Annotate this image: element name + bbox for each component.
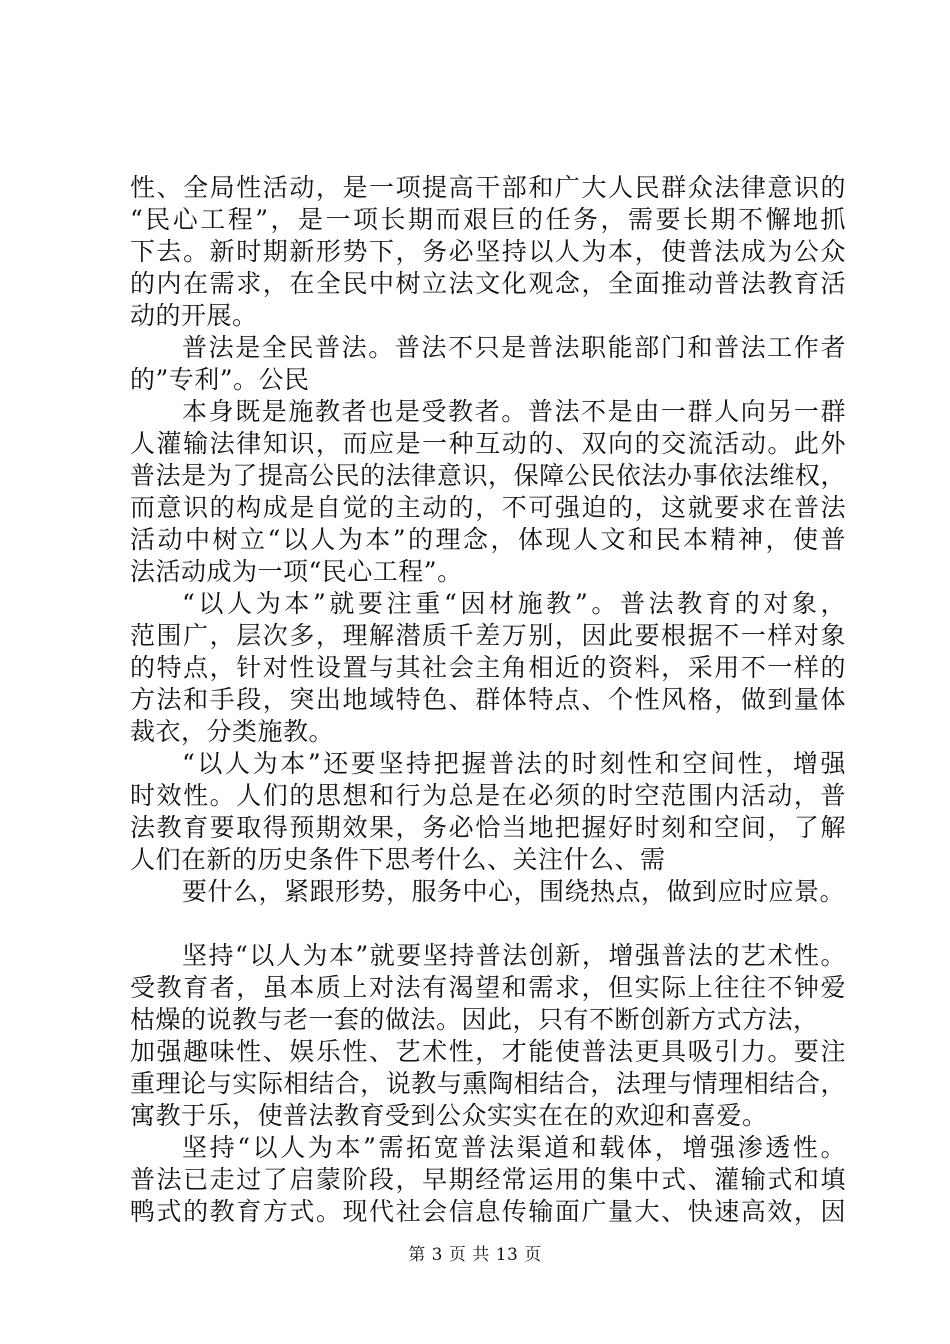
text-line: 重理论与实际相结合，说教与熏陶相结合，法理与情理相结合， — [130, 1069, 846, 1098]
text-line: 而意识的构成是自觉的主动的，不可强迫的，这就要求在普法 — [130, 493, 846, 522]
text-line: 坚持“以人为本”需拓宽普法渠道和载体，增强渗透性。 — [182, 1133, 846, 1162]
text-line: 枯燥的说教与老一套的做法。因此，只有不断创新方式方法， — [130, 1005, 819, 1034]
text-line: 活动中树立“以人为本”的理念，体现人文和民本精神，使普 — [130, 525, 846, 554]
text-line: 普法是为了提高公民的法律意识，保障公民依法办事依法维权， — [130, 461, 846, 490]
text-line: “以人为本”还要坚持把握普法的时刻性和空间性，增强 — [182, 749, 846, 778]
text-line: 寓教于乐，使普法教育受到公众实实在在的欢迎和喜爱。 — [130, 1101, 768, 1130]
page-number-footer: 第 3 页 共 13 页 — [408, 1245, 542, 1265]
text-line: 时效性。人们的思想和行为总是在必须的时空范围内活动，普 — [130, 781, 846, 810]
text-line: 下去。新时期新形势下，务必坚持以人为本，使普法成为公众 — [130, 237, 846, 266]
text-line: 法活动成为一项“民心工程”。 — [130, 557, 463, 586]
text-line: “以人为本”就要注重“因材施教”。普法教育的对象， — [182, 589, 846, 618]
text-line: 范围广，层次多，理解潜质千差万别，因此要根据不一样对象 — [130, 621, 846, 650]
text-line: 要什么，紧跟形势，服务中心，围绕热点，做到应时应景。 — [182, 877, 846, 906]
text-line: 人灌输法律知识，而应是一种互动的、双向的交流活动。此外 — [130, 429, 846, 458]
text-line: 裁衣，分类施教。 — [130, 717, 335, 746]
text-line: 方法和手段，突出地域特色、群体特点、个性风格，做到量体 — [130, 685, 846, 714]
text-line: 法教育要取得预期效果，务必恰当地把握好时刻和空间，了解 — [130, 813, 846, 842]
text-line: 的内在需求，在全民中树立法文化观念，全面推动普法教育活 — [130, 269, 846, 298]
text-line: 的”专利”。公民 — [130, 365, 310, 394]
text-line: 普法已走过了启蒙阶段，早期经常运用的集中式、灌输式和填 — [130, 1165, 846, 1194]
text-line: 鸭式的教育方式。现代社会信息传输面广量大、快速高效，因 — [130, 1197, 846, 1226]
text-line: 的特点，针对性设置与其社会主角相近的资料，采用不一样的 — [130, 653, 846, 682]
text-line: “民心工程”，是一项长期而艰巨的任务，需要长期不懈地抓 — [130, 205, 846, 234]
text-line: 动的开展。 — [130, 301, 258, 330]
text-line: 受教育者，虽本质上对法有渴望和需求，但实际上往往不钟爱 — [130, 973, 846, 1002]
text-line: 普法是全民普法。普法不只是普法职能部门和普法工作者 — [182, 333, 846, 362]
document-body — [130, 172, 846, 1228]
text-line: 加强趣味性、娱乐性、艺术性，才能使普法更具吸引力。要注 — [130, 1037, 846, 1066]
text-line: 坚持“以人为本”就要坚持普法创新，增强普法的艺术性。 — [182, 941, 846, 970]
text-line: 本身既是施教者也是受教者。普法不是由一群人向另一群 — [182, 397, 846, 426]
text-line: 性、全局性活动，是一项提高干部和广大人民群众法律意识的 — [130, 173, 846, 202]
blank-line — [130, 908, 846, 940]
text-line: 人们在新的历史条件下思考什么、关注什么、需 — [130, 845, 666, 874]
